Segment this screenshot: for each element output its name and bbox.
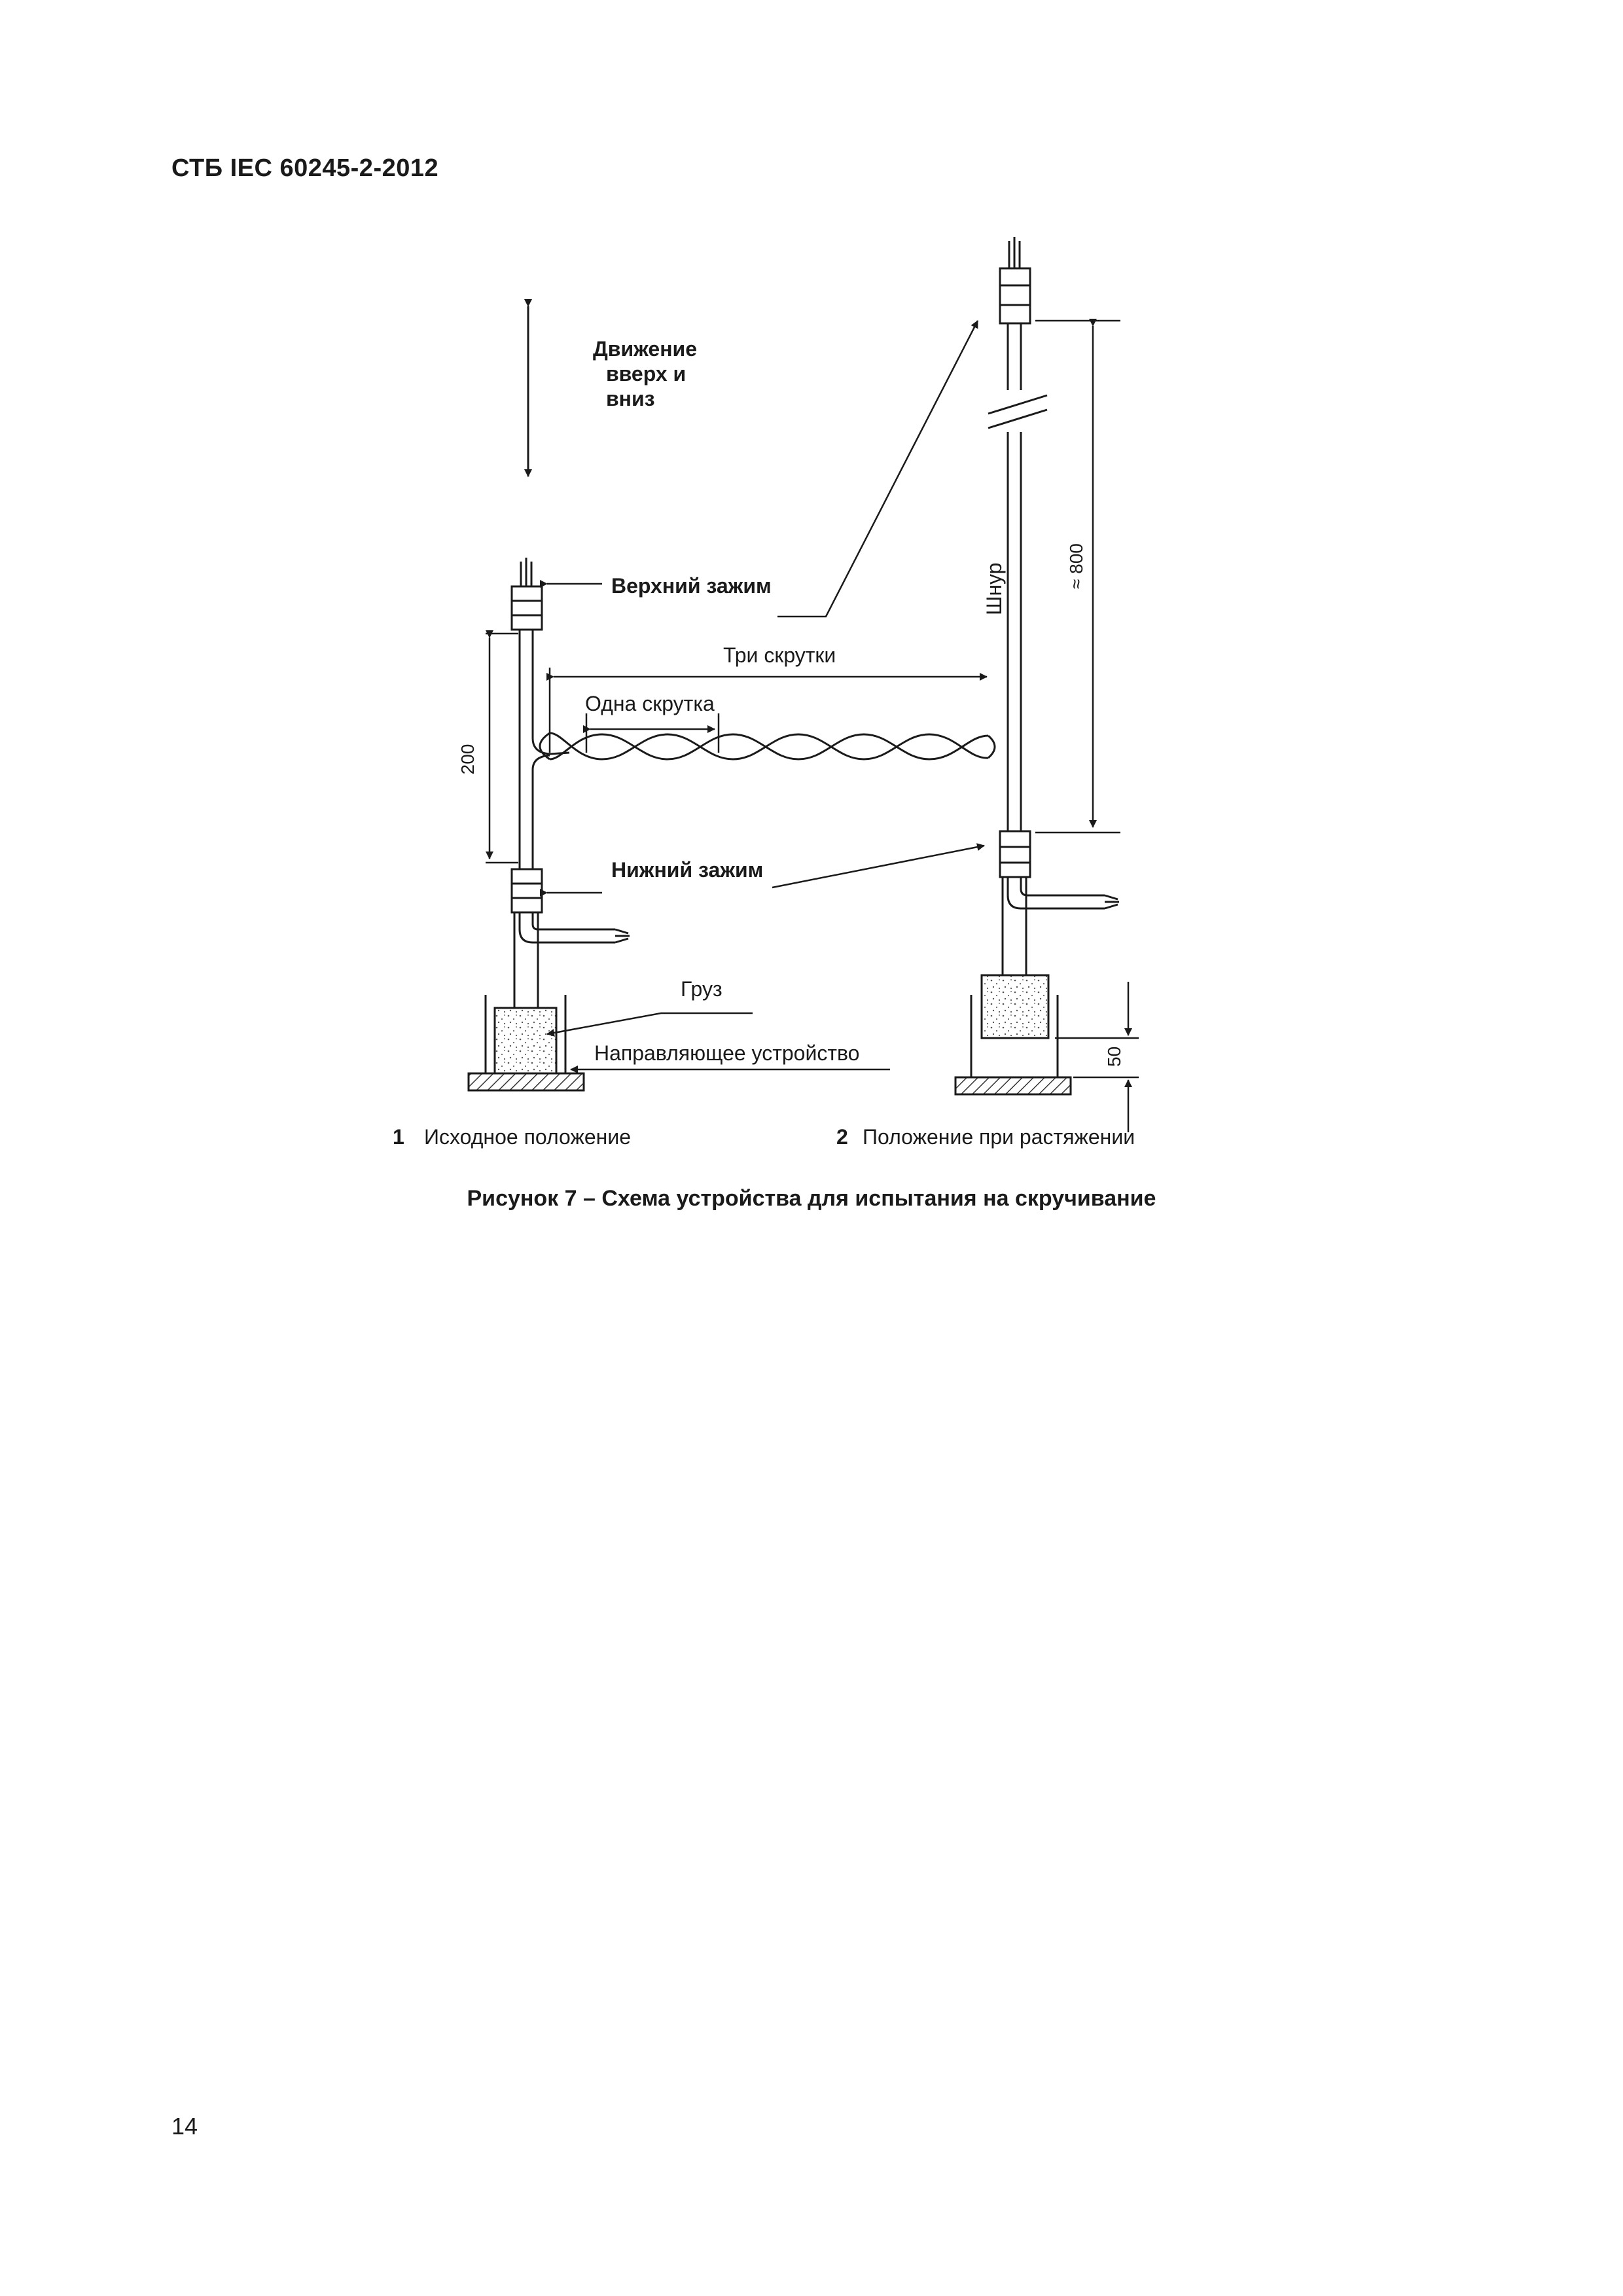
- dimension-50-label: 50: [1104, 1046, 1124, 1067]
- lower-clamp-label: Нижний зажим: [611, 858, 764, 882]
- dimension-800-label: ≈ 800: [1066, 543, 1086, 589]
- lower-clamp-leader-right: [772, 846, 984, 888]
- position-1-label: Исходное положение: [424, 1125, 631, 1149]
- one-twist-label: Одна скрутка: [585, 692, 715, 715]
- dimension-50: [1055, 982, 1139, 1132]
- page-number: 14: [171, 2113, 198, 2140]
- upper-clamp-leader-right: [777, 321, 978, 617]
- dimension-200: [486, 634, 518, 863]
- twisted-cord: [533, 733, 995, 770]
- left-base-plate: [469, 1073, 584, 1090]
- cord-label: Шнур: [982, 562, 1006, 615]
- guide-label: Направляющее устройство: [594, 1041, 860, 1065]
- weight-label: Груз: [681, 977, 722, 1001]
- figure-caption: Рисунок 7 – Схема устройства для испытания на скручивание: [467, 1186, 1156, 1211]
- motion-label-line-2: вверх и: [606, 362, 687, 386]
- left-assembly: [486, 558, 630, 1073]
- position-2-number: 2: [836, 1125, 848, 1149]
- right-base-plate: [955, 1077, 1071, 1094]
- right-assembly: [971, 237, 1119, 1077]
- position-2-label: Положение при растяжении: [863, 1125, 1135, 1149]
- three-twists-label: Три скрутки: [723, 643, 836, 667]
- left-weight-block: [495, 1008, 556, 1073]
- upper-clamp-label: Верхний зажим: [611, 574, 772, 598]
- weight-leader: [547, 1013, 753, 1034]
- position-1-number: 1: [393, 1125, 404, 1149]
- dimension-200-label: 200: [457, 744, 478, 775]
- right-weight-block: [982, 975, 1048, 1038]
- motion-label-line-3: вниз: [606, 387, 655, 410]
- motion-label-line-1: Движение: [593, 337, 697, 361]
- document-code-header: СТБ IEC 60245-2-2012: [171, 154, 439, 182]
